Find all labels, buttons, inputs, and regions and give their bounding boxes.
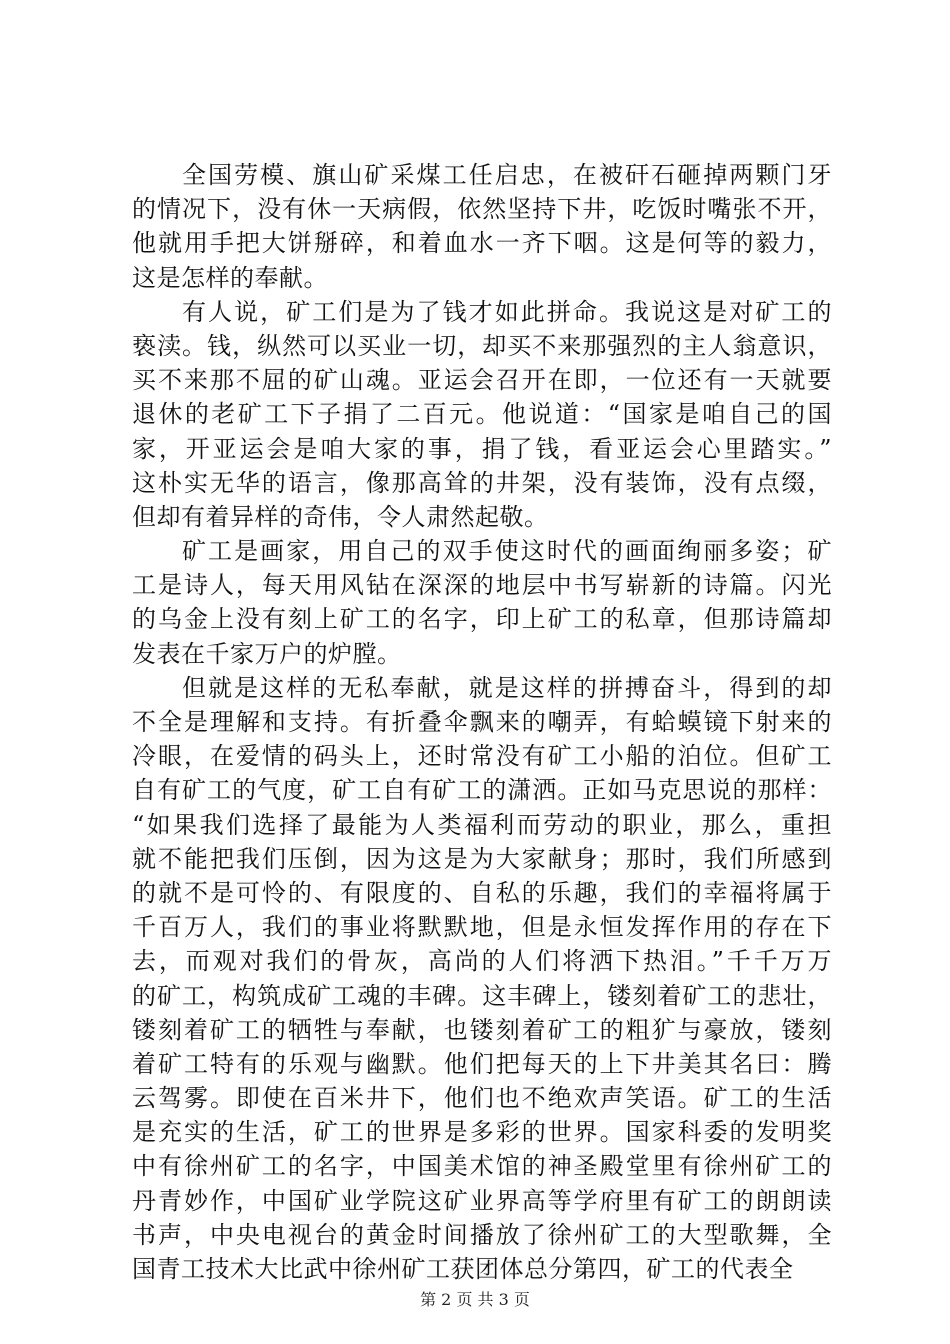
text-line: 这朴实无华的语言，像那高耸的井架，没有装饰，没有点缀， (132, 468, 832, 497)
text-line: 云驾雾。即使在百米井下，他们也不绝欢声笑语。矿工的生活 (132, 1084, 832, 1113)
text-line: 退休的老矿工下子捐了二百元。他说道：“国家是咱自己的国 (132, 400, 832, 429)
text-line: 的就不是可怜的、有限度的、自私的乐趣，我们的幸福将属于 (132, 878, 832, 907)
paragraph (132, 671, 832, 1286)
text-line: 他就用手把大饼掰碎，和着血水一齐下咽。这是何等的毅力， (132, 229, 832, 258)
text-line: 买不来那不屈的矿山魂。亚运会召开在即，一位还有一天就要 (132, 366, 832, 395)
text-line: 自有矿工的气度，矿工自有矿工的潇洒。正如马克思说的那样： (132, 776, 832, 805)
text-line: 着矿工特有的乐观与幽默。他们把每天的上下井美其名曰：腾 (132, 1049, 832, 1078)
text-line: 的情况下，没有休一天病假，依然坚持下井，吃饭时嘴张不开， (132, 195, 832, 224)
text-line: 去，而观对我们的骨灰，高尚的人们将洒下热泪。”千千万万 (132, 947, 832, 976)
text-line: 丹青妙作，中国矿业学院这矿业界高等学府里有矿工的朗朗读 (132, 1186, 832, 1215)
text-line: 不全是理解和支持。有折叠伞飘来的嘲弄，有蛤蟆镜下射来的 (132, 708, 832, 736)
text-line: 这是怎样的奉献。 (132, 263, 328, 292)
text-line: 的乌金上没有刻上矿工的名字，印上矿工的私章，但那诗篇却 (132, 605, 832, 634)
paragraph (132, 295, 832, 534)
text-line: 亵渎。钱，纵然可以买业一切，却买不来那强烈的主人翁意识， (132, 331, 832, 360)
text-line: 千百万人，我们的事业将默默地，但是永恒发挥作用的存在下 (132, 913, 832, 942)
text-line: 有人说，矿工们是为了钱才如此拼命。我说这是对矿工的 (182, 297, 832, 326)
paragraph (132, 534, 832, 671)
text-line: 中有徐州矿工的名字，中国美术馆的神圣殿堂里有徐州矿工的 (132, 1152, 832, 1181)
text-line: 家，开亚运会是咱大家的事，捐了钱，看亚运会心里踏实。” (132, 434, 832, 463)
page-footer: 第 2 页 共 3 页 (420, 1290, 530, 1309)
text-line: 但却有着异样的奇伟，令人肃然起敬。 (132, 502, 549, 531)
text-line: 全国劳模、旗山矿采煤工任启忠，在被矸石砸掉两颗门牙 (182, 161, 832, 189)
paragraph (132, 158, 832, 295)
text-line: 矿工是画家，用自己的双手使这时代的画面绚丽多姿；矿 (182, 537, 832, 566)
text-line: 的矿工，构筑成矿工魂的丰碑。这丰碑上，镂刻着矿工的悲壮， (132, 981, 832, 1010)
text-line: 是充实的生活，矿工的世界是多彩的世界。国家科委的发明奖 (132, 1118, 832, 1147)
text-line: 工是诗人，每天用风钻在深深的地层中书写崭新的诗篇。闪光 (132, 571, 832, 600)
text-line: 书声，中央电视台的黄金时间播放了徐州矿工的大型歌舞，全 (132, 1220, 832, 1249)
text-line: 发表在千家万户的炉膛。 (132, 639, 402, 668)
body-text (132, 158, 832, 1286)
text-line: 镂刻着矿工的牺牲与奉献，也镂刻着矿工的粗犷与豪放，镂刻 (132, 1015, 832, 1044)
text-line: 冷眼，在爱情的码头上，还时常没有矿工小船的泊位。但矿工 (132, 742, 832, 771)
text-line: 但就是这样的无私奉献，就是这样的拼搏奋斗，得到的却 (182, 673, 832, 702)
text-line: “如果我们选择了最能为人类福利而劳动的职业，那么，重担 (132, 810, 832, 839)
text-line: 就不能把我们压倒，因为这是为大家献身；那时，我们所感到 (132, 844, 832, 873)
text-line: 国青工技术大比武中徐州矿工获团体总分第四，矿工的代表全 (132, 1255, 794, 1283)
